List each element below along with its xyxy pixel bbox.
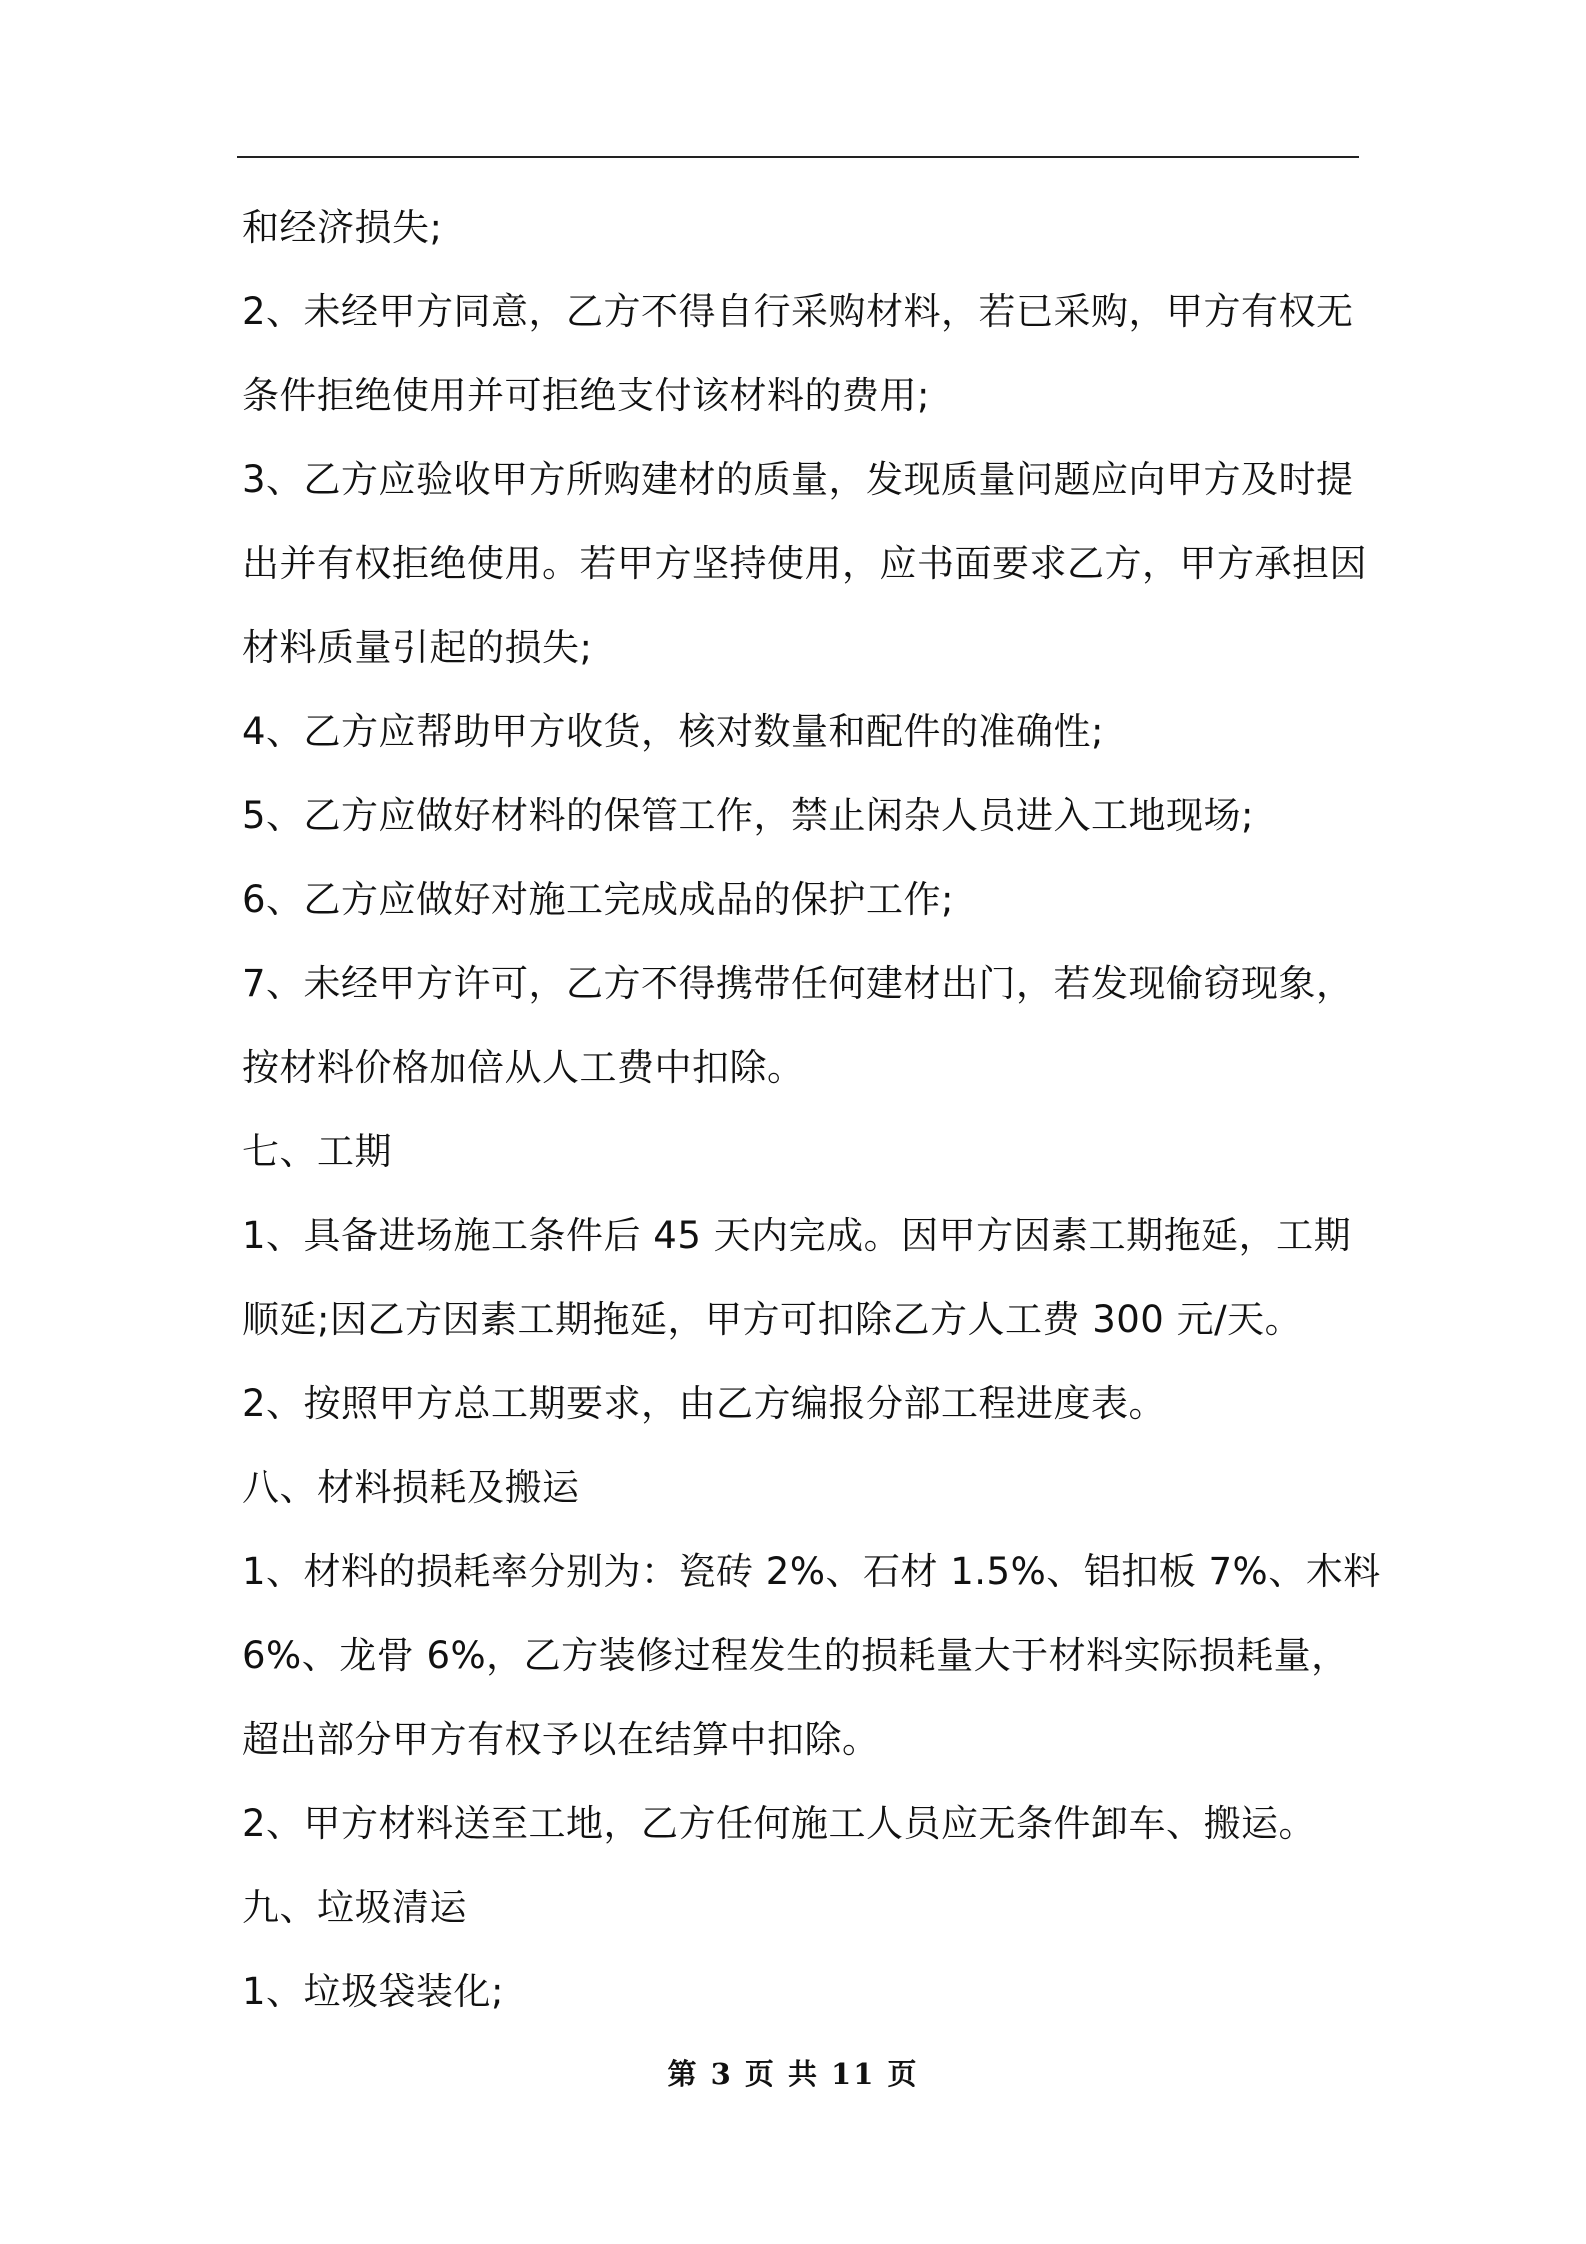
text-line: 条件拒绝使用并可拒绝支付该材料的费用; [242,374,930,417]
text-line: 4、乙方应帮助甲方收货，核对数量和配件的准确性; [242,710,1105,753]
text-line: 2、按照甲方总工期要求，由乙方编报分部工程进度表。 [242,1382,1167,1425]
text-line: 材料质量引起的损失; [242,626,593,669]
text-line: 按材料价格加倍从人工费中扣除。 [242,1046,805,1089]
text-line: 7、未经甲方许可，乙方不得携带任何建材出门，若发现偷窃现象， [242,962,1354,1005]
text-line: 1、具备进场施工条件后 45 天内完成。因甲方因素工期拖延，工期 [242,1214,1352,1257]
text-line: 超出部分甲方有权予以在结算中扣除。 [242,1718,880,1761]
section-heading: 九、垃圾清运 [242,1886,467,1929]
text-line: 2、甲方材料送至工地，乙方任何施工人员应无条件卸车、搬运。 [242,1802,1317,1845]
section-heading: 八、材料损耗及搬运 [242,1466,580,1509]
text-line: 6%、龙骨 6%，乙方装修过程发生的损耗量大于材料实际损耗量， [242,1634,1349,1677]
section-heading: 七、工期 [242,1130,392,1173]
text-line: 5、乙方应做好材料的保管工作，禁止闲杂人员进入工地现场; [242,794,1255,837]
text-line: 3、乙方应验收甲方所购建材的质量，发现质量问题应向甲方及时提 [242,458,1354,501]
text-line: 和经济损失; [242,206,443,249]
text-line: 顺延;因乙方因素工期拖延，甲方可扣除乙方人工费 300 元/天。 [242,1298,1303,1341]
text-line: 6、乙方应做好对施工完成成品的保护工作; [242,878,955,921]
page-number: 第 3 页 共 11 页 [667,2057,919,2091]
document-body [242,196,1381,2044]
text-line: 1、垃圾袋装化; [242,1970,505,2013]
text-line: 1、材料的损耗率分别为：瓷砖 2%、石材 1.5%、铝扣板 7%、木料 [242,1550,1381,1593]
header-rule [237,156,1359,158]
text-line: 出并有权拒绝使用。若甲方坚持使用，应书面要求乙方，甲方承担因 [242,542,1367,585]
text-line: 2、未经甲方同意，乙方不得自行采购材料，若已采购，甲方有权无 [242,290,1354,333]
